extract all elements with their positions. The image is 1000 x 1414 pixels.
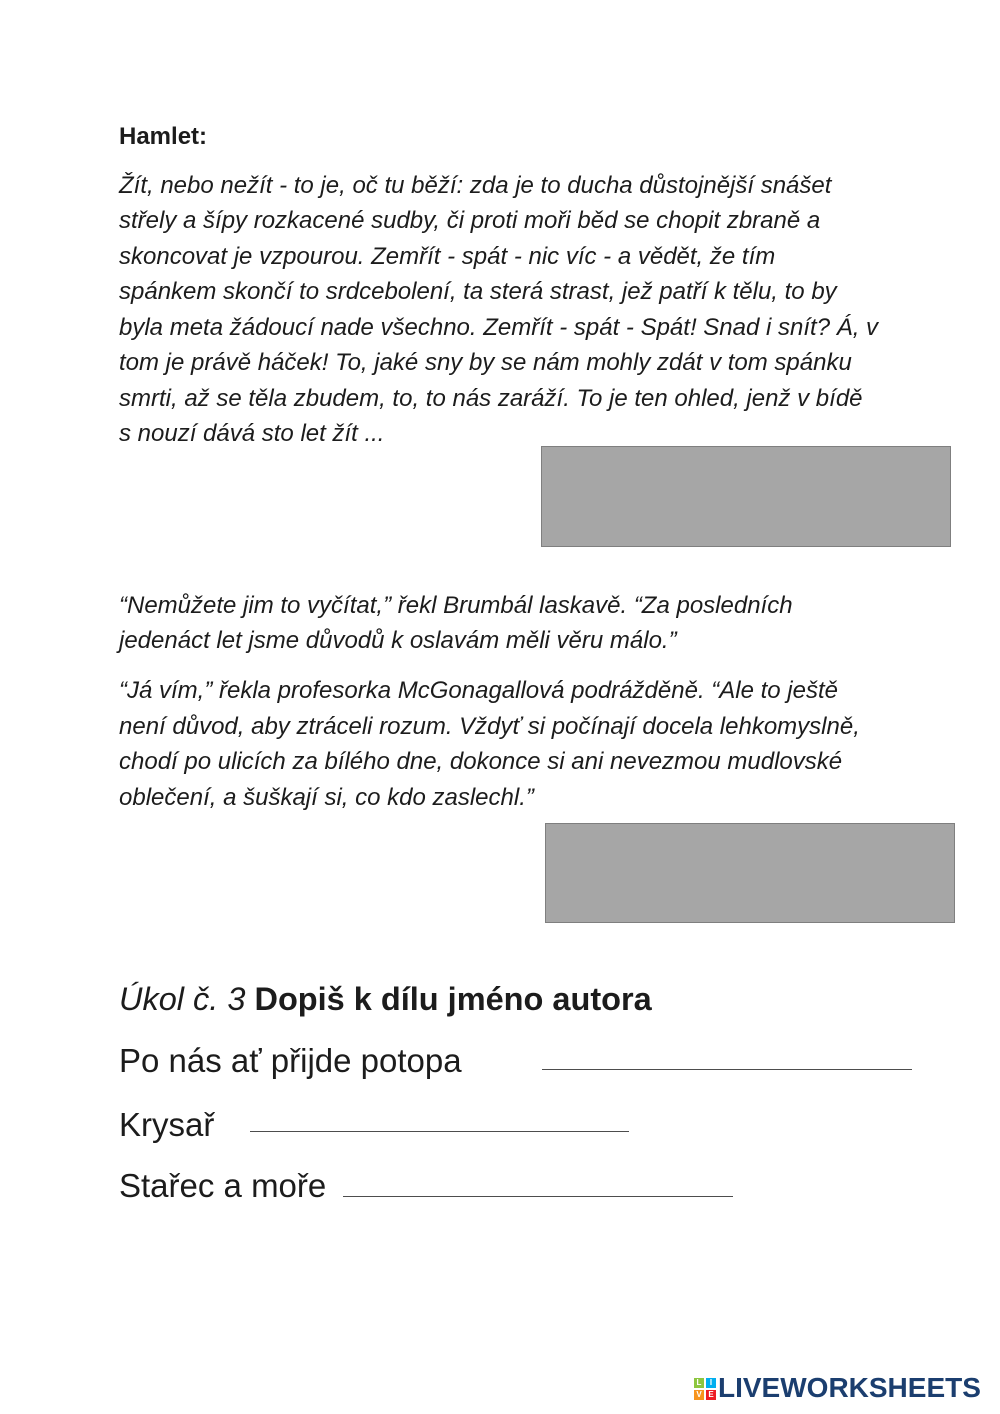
logo-icon-square: L [694, 1378, 704, 1388]
hamlet-speaker-label: Hamlet: [119, 123, 208, 150]
text-line: jedenáct let jsme důvodů k oslavám měli věru málo.” [119, 627, 677, 655]
text-line: smrti, až se těla zbudem, to, to nás zaráží. To je ten ohled, jenž v bídě [119, 384, 863, 412]
answer-box-2[interactable] [545, 823, 955, 923]
text-line: není důvod, aby ztráceli rozum. Vždyť si počínají docela lehkomyslně, [119, 712, 860, 740]
author-answer-line-2 [250, 1131, 629, 1132]
work-title-2: Krysař [119, 1106, 215, 1143]
task-number-label: Úkol č. 3 [119, 981, 246, 1017]
work-title-3: Stařec a moře [119, 1167, 327, 1204]
text-line: byla meta žádoucí nade všechno. Zemřít - spát - Spát! Snad i snít? Á, v [119, 313, 879, 341]
text-line: skoncovat je vzpourou. Zemřít - spát - nic víc - a vědět, že tím [119, 242, 776, 270]
text-line: “Nemůžete jim to vyčítat,” řekl Brumbál laskavě. “Za posledních [119, 592, 793, 619]
text-line: chodí po ulicích za bílého dne, dokonce si ani nevezmou mudlovské [119, 748, 843, 776]
excerpt-paragraph-1 [119, 588, 793, 659]
work-title-1: Po nás ať přijde potopa [119, 1042, 462, 1079]
answer-box-1[interactable] [541, 446, 951, 547]
task-instruction: Dopiš k dílu jméno autora [254, 981, 652, 1017]
text-line: střely a šípy rozkacené sudby, či proti moři běd se chopit zbraně a [119, 207, 821, 235]
author-answer-line-1 [542, 1069, 912, 1070]
text-line: Žít, nebo nežít - to je, oč tu běží: zda je to ducha důstojnější snášet [119, 172, 832, 199]
liveworksheets-logo-icon [694, 1378, 716, 1400]
text-line: tom je právě háček! To, jaké sny by se nám mohly zdát v tom spánku [119, 349, 852, 377]
logo-icon-square: V [694, 1390, 704, 1400]
excerpt-paragraph-2 [119, 673, 860, 815]
text-line: oblečení, a šuškají si, co kdo zaslechl.” [119, 783, 534, 811]
author-answer-line-3 [343, 1196, 733, 1197]
text-line: “Já vím,” řekla profesorka McGonagallová podrážděně. “Ale to ještě [119, 677, 839, 704]
task-3-heading [119, 979, 652, 1019]
text-line: s nouzí dává sto let žít ... [119, 420, 385, 448]
text-line: spánkem skončí to srdcebolení, ta sterá strast, jež patří k tělu, to by [119, 278, 837, 306]
logo-icon-square: E [706, 1390, 716, 1400]
logo-wordmark: LIVEWORKSHEETS [718, 1372, 981, 1403]
logo-icon-square: I [706, 1378, 716, 1388]
hamlet-monologue [119, 168, 878, 452]
